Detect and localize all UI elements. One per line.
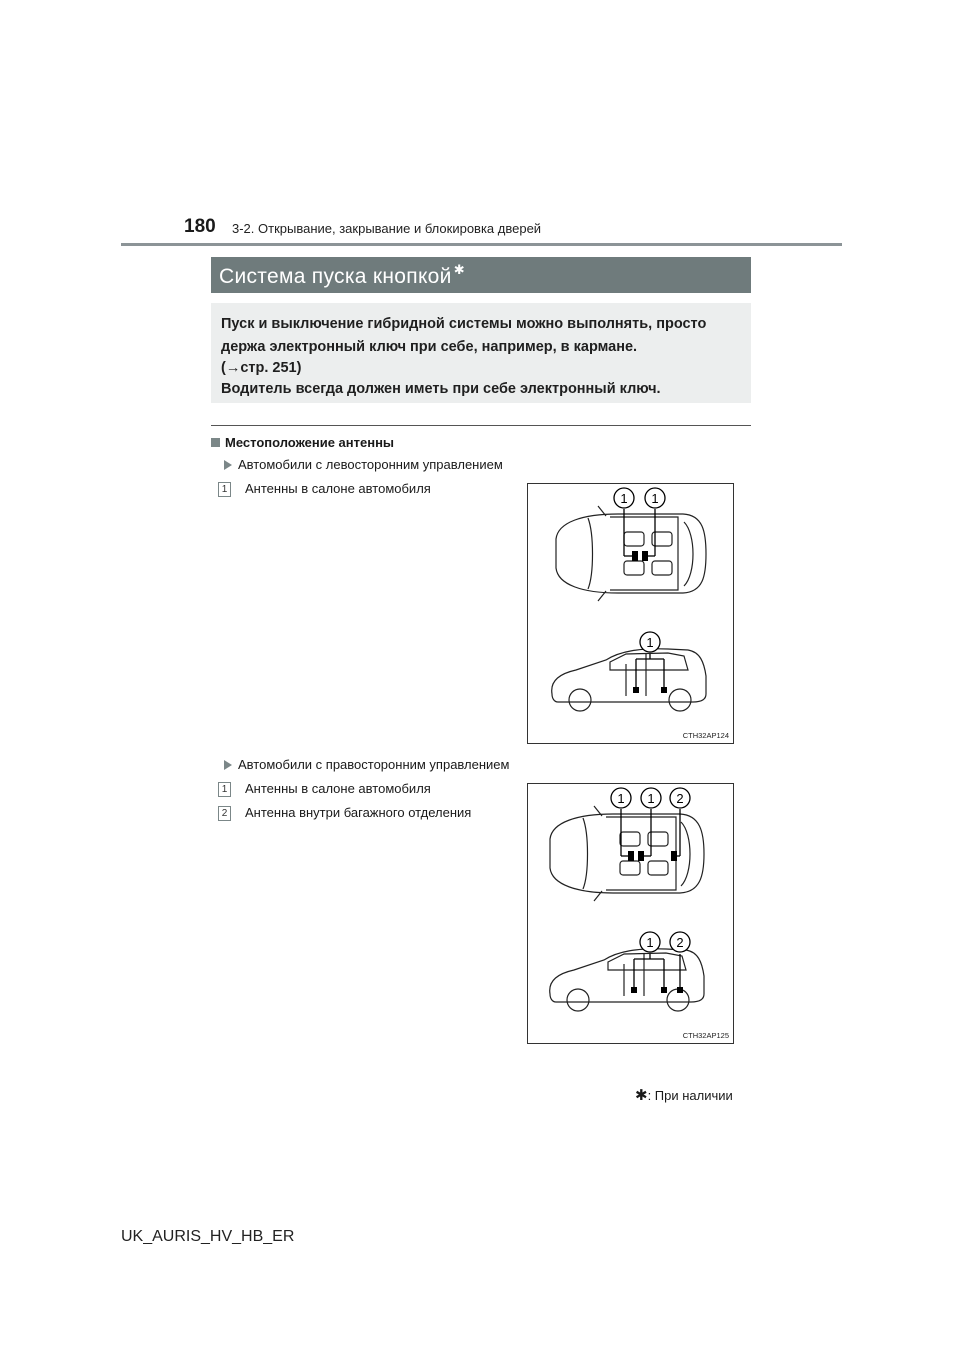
page-title-text: Система пуска кнопкой <box>219 265 452 288</box>
callout-number: 1 <box>646 635 654 650</box>
list-item-text: Антенна внутри багажного отделения <box>245 805 472 820</box>
callout-number: 1 <box>646 935 654 950</box>
list-item <box>218 781 431 797</box>
number-badge: 1 <box>218 482 231 497</box>
variant-rhd-label: Автомобили с правосторонним управлением <box>238 757 510 772</box>
car-diagram-rhd <box>528 784 733 1043</box>
document-code: UK_AURIS_HV_HB_ER <box>121 1228 295 1245</box>
figure-code: CTH32AP125 <box>682 1031 729 1040</box>
callout-number: 2 <box>676 791 684 806</box>
header-divider <box>121 243 842 246</box>
intro-line-1: Пуск и выключение гибридной системы можно выполнять, просто <box>221 316 707 332</box>
list-item <box>218 805 471 821</box>
number-badge: 1 <box>218 782 231 797</box>
intro-line-4: Водитель всегда должен иметь при себе электронный ключ. <box>221 381 661 397</box>
list-item-text: Антенны в салоне автомобиля <box>245 781 431 796</box>
list-item-text: Антенны в салоне автомобиля <box>245 481 431 496</box>
number-badge: 2 <box>218 806 231 821</box>
variant-lhd-label: Автомобили с левосторонним управлением <box>238 457 503 472</box>
variant-rhd <box>224 757 509 772</box>
triangle-bullet-icon <box>224 460 232 470</box>
intro-line-2: держа электронный ключ при себе, например, в кармане. <box>221 339 638 355</box>
triangle-bullet-icon <box>224 760 232 770</box>
figure-code: CTH32AP124 <box>682 731 729 740</box>
callout-number: 1 <box>651 491 659 506</box>
callout-number: 2 <box>676 935 684 950</box>
page-number: 180 <box>184 216 216 237</box>
footnote-text: : При наличии <box>647 1088 733 1103</box>
intro-box <box>211 303 751 403</box>
optional-star-icon: ✱ <box>635 1087 648 1104</box>
callout-number: 1 <box>617 791 625 806</box>
optional-star-icon: ✱ <box>453 262 465 277</box>
list-item <box>218 481 431 497</box>
title-bar <box>211 257 751 293</box>
intro-line-3: (→стр. 251) <box>221 360 302 376</box>
section-breadcrumb: 3-2. Открывание, закрывание и блокировка дверей <box>232 221 542 236</box>
footnote <box>635 1086 733 1104</box>
subsection-heading <box>211 435 394 450</box>
car-diagram-lhd <box>528 484 733 743</box>
page-title <box>219 262 465 289</box>
callout-number: 1 <box>620 491 628 506</box>
square-bullet-icon <box>211 438 220 447</box>
antenna-figure-lhd <box>527 483 734 744</box>
variant-lhd <box>224 457 503 472</box>
subsection-heading-text: Местоположение антенны <box>225 435 395 450</box>
section-divider <box>211 425 751 426</box>
callout-number: 1 <box>647 791 655 806</box>
antenna-figure-rhd <box>527 783 734 1044</box>
